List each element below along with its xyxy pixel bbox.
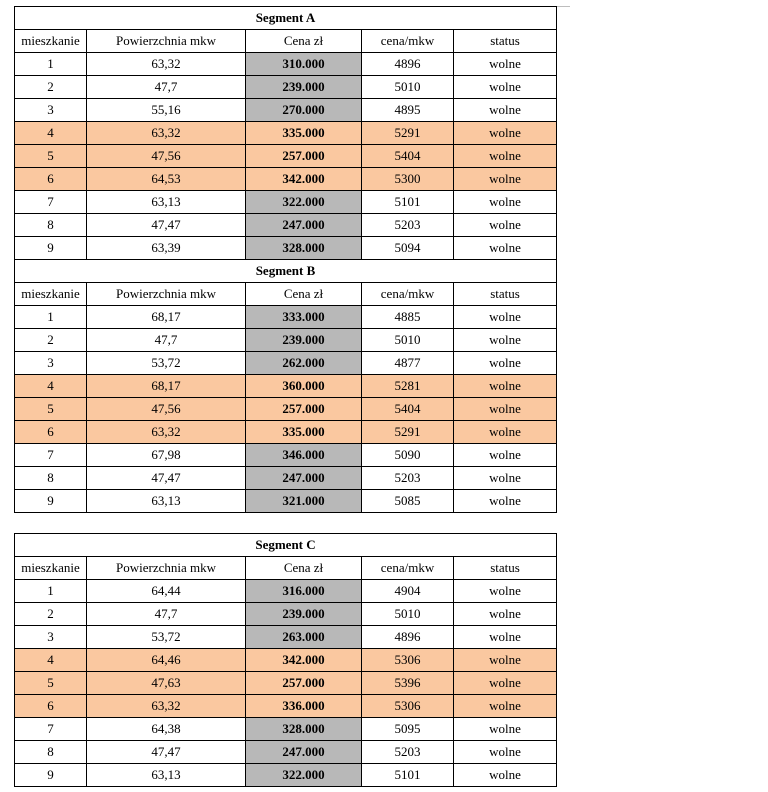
table-row xyxy=(15,145,557,168)
apartment-number: 3 xyxy=(15,626,87,649)
apartment-number: 6 xyxy=(15,168,87,191)
header-powierzchnia: Powierzchnia mkw xyxy=(87,283,246,306)
table-row xyxy=(15,76,557,99)
price-per-m2: 5010 xyxy=(362,603,454,626)
apartment-area: 63,13 xyxy=(87,764,246,787)
apartment-status: wolne xyxy=(454,53,557,76)
price-per-m2: 5291 xyxy=(362,421,454,444)
apartment-number: 1 xyxy=(15,306,87,329)
apartment-price: 257.000 xyxy=(246,398,362,421)
apartment-status: wolne xyxy=(454,99,557,122)
table-row xyxy=(15,421,557,444)
segment-title: Segment B xyxy=(15,260,557,283)
table-row xyxy=(15,672,557,695)
column-header-row xyxy=(15,30,557,53)
price-per-m2: 5095 xyxy=(362,718,454,741)
table-row xyxy=(15,398,557,421)
apartment-price: 342.000 xyxy=(246,168,362,191)
price-per-m2: 4896 xyxy=(362,626,454,649)
segment-title-row xyxy=(15,260,557,283)
price-per-m2: 5101 xyxy=(362,764,454,787)
apartment-price: 239.000 xyxy=(246,603,362,626)
apartment-number: 9 xyxy=(15,490,87,513)
apartment-status: wolne xyxy=(454,329,557,352)
apartment-status: wolne xyxy=(454,375,557,398)
apartment-status: wolne xyxy=(454,168,557,191)
apartment-area: 63,13 xyxy=(87,191,246,214)
segments-ab-table xyxy=(14,6,557,513)
apartment-status: wolne xyxy=(454,490,557,513)
price-per-m2: 4885 xyxy=(362,306,454,329)
table-row xyxy=(15,329,557,352)
price-per-m2: 5101 xyxy=(362,191,454,214)
apartment-price: 346.000 xyxy=(246,444,362,467)
price-per-m2: 5010 xyxy=(362,329,454,352)
apartment-area: 55,16 xyxy=(87,99,246,122)
table-row xyxy=(15,741,557,764)
table-row xyxy=(15,168,557,191)
apartment-status: wolne xyxy=(454,214,557,237)
apartment-area: 64,53 xyxy=(87,168,246,191)
apartment-area: 64,38 xyxy=(87,718,246,741)
table-row xyxy=(15,490,557,513)
segment-title-row xyxy=(15,534,557,557)
header-cena-mkw: cena/mkw xyxy=(362,30,454,53)
apartment-price: 263.000 xyxy=(246,626,362,649)
table-row xyxy=(15,695,557,718)
table-row xyxy=(15,375,557,398)
apartment-area: 47,56 xyxy=(87,145,246,168)
apartment-price: 328.000 xyxy=(246,237,362,260)
price-per-m2: 4895 xyxy=(362,99,454,122)
apartment-price: 322.000 xyxy=(246,191,362,214)
apartment-number: 9 xyxy=(15,237,87,260)
table-row xyxy=(15,122,557,145)
table-row xyxy=(15,191,557,214)
header-powierzchnia: Powierzchnia mkw xyxy=(87,557,246,580)
segment-title: Segment A xyxy=(15,7,557,30)
apartment-status: wolne xyxy=(454,352,557,375)
apartment-status: wolne xyxy=(454,421,557,444)
apartment-status: wolne xyxy=(454,76,557,99)
apartment-price: 247.000 xyxy=(246,214,362,237)
apartment-number: 4 xyxy=(15,375,87,398)
apartment-area: 47,7 xyxy=(87,76,246,99)
apartment-status: wolne xyxy=(454,580,557,603)
price-per-m2: 5306 xyxy=(362,649,454,672)
apartment-price: 247.000 xyxy=(246,467,362,490)
apartment-number: 8 xyxy=(15,214,87,237)
column-header-row xyxy=(15,557,557,580)
table-row xyxy=(15,53,557,76)
price-per-m2: 5090 xyxy=(362,444,454,467)
apartment-area: 53,72 xyxy=(87,352,246,375)
apartment-status: wolne xyxy=(454,306,557,329)
price-per-m2: 5094 xyxy=(362,237,454,260)
price-per-m2: 5203 xyxy=(362,467,454,490)
apartment-price: 360.000 xyxy=(246,375,362,398)
price-per-m2: 5404 xyxy=(362,145,454,168)
table-row xyxy=(15,237,557,260)
apartment-price: 321.000 xyxy=(246,490,362,513)
apartment-status: wolne xyxy=(454,191,557,214)
header-mieszkanie: mieszkanie xyxy=(15,557,87,580)
table-row xyxy=(15,580,557,603)
price-per-m2: 5396 xyxy=(362,672,454,695)
apartment-number: 6 xyxy=(15,421,87,444)
apartment-number: 4 xyxy=(15,122,87,145)
apartment-area: 63,32 xyxy=(87,122,246,145)
apartment-area: 68,17 xyxy=(87,375,246,398)
apartment-area: 64,46 xyxy=(87,649,246,672)
apartment-number: 3 xyxy=(15,99,87,122)
apartment-number: 7 xyxy=(15,444,87,467)
price-per-m2: 4904 xyxy=(362,580,454,603)
segment-c-body xyxy=(15,534,557,787)
header-cena: Cena zł xyxy=(246,557,362,580)
apartment-area: 63,32 xyxy=(87,53,246,76)
apartment-area: 47,47 xyxy=(87,214,246,237)
price-per-m2: 5306 xyxy=(362,695,454,718)
apartment-price: 322.000 xyxy=(246,764,362,787)
apartment-price: 328.000 xyxy=(246,718,362,741)
apartment-number: 8 xyxy=(15,741,87,764)
table-row xyxy=(15,603,557,626)
apartment-area: 63,32 xyxy=(87,421,246,444)
apartment-price: 316.000 xyxy=(246,580,362,603)
header-cena-mkw: cena/mkw xyxy=(362,557,454,580)
apartment-area: 47,56 xyxy=(87,398,246,421)
apartment-area: 63,32 xyxy=(87,695,246,718)
apartment-number: 3 xyxy=(15,352,87,375)
table-row xyxy=(15,764,557,787)
apartment-area: 68,17 xyxy=(87,306,246,329)
apartment-area: 64,44 xyxy=(87,580,246,603)
apartment-area: 47,47 xyxy=(87,741,246,764)
apartment-price: 336.000 xyxy=(246,695,362,718)
apartment-status: wolne xyxy=(454,122,557,145)
apartment-area: 63,13 xyxy=(87,490,246,513)
apartment-number: 2 xyxy=(15,329,87,352)
header-cena-mkw: cena/mkw xyxy=(362,283,454,306)
table-row xyxy=(15,626,557,649)
apartment-area: 53,72 xyxy=(87,626,246,649)
apartment-status: wolne xyxy=(454,672,557,695)
apartment-area: 63,39 xyxy=(87,237,246,260)
apartment-status: wolne xyxy=(454,718,557,741)
apartment-status: wolne xyxy=(454,764,557,787)
apartment-number: 5 xyxy=(15,672,87,695)
price-per-m2: 4896 xyxy=(362,53,454,76)
apartment-status: wolne xyxy=(454,237,557,260)
table-row xyxy=(15,649,557,672)
price-per-m2: 5010 xyxy=(362,76,454,99)
apartment-area: 47,63 xyxy=(87,672,246,695)
apartment-price: 270.000 xyxy=(246,99,362,122)
apartment-number: 4 xyxy=(15,649,87,672)
apartment-price: 335.000 xyxy=(246,122,362,145)
price-per-m2: 5291 xyxy=(362,122,454,145)
segment-title-row xyxy=(15,7,557,30)
apartment-number: 1 xyxy=(15,53,87,76)
header-mieszkanie: mieszkanie xyxy=(15,283,87,306)
apartment-status: wolne xyxy=(454,145,557,168)
price-per-m2: 5281 xyxy=(362,375,454,398)
apartment-price: 257.000 xyxy=(246,672,362,695)
apartment-price: 257.000 xyxy=(246,145,362,168)
segment-b-body xyxy=(15,260,557,513)
apartment-status: wolne xyxy=(454,603,557,626)
table-row xyxy=(15,99,557,122)
price-per-m2: 5300 xyxy=(362,168,454,191)
header-status: status xyxy=(454,30,557,53)
apartment-status: wolne xyxy=(454,398,557,421)
table-row xyxy=(15,718,557,741)
price-per-m2: 5404 xyxy=(362,398,454,421)
header-mieszkanie: mieszkanie xyxy=(15,30,87,53)
apartment-price: 310.000 xyxy=(246,53,362,76)
apartment-area: 47,7 xyxy=(87,603,246,626)
price-per-m2: 5085 xyxy=(362,490,454,513)
header-status: status xyxy=(454,557,557,580)
apartment-status: wolne xyxy=(454,626,557,649)
apartment-number: 7 xyxy=(15,191,87,214)
apartment-price: 239.000 xyxy=(246,329,362,352)
apartment-price: 342.000 xyxy=(246,649,362,672)
table-row xyxy=(15,467,557,490)
apartment-area: 67,98 xyxy=(87,444,246,467)
apartment-status: wolne xyxy=(454,467,557,490)
apartment-number: 2 xyxy=(15,603,87,626)
header-powierzchnia: Powierzchnia mkw xyxy=(87,30,246,53)
apartment-price: 247.000 xyxy=(246,741,362,764)
apartment-number: 6 xyxy=(15,695,87,718)
table-row xyxy=(15,444,557,467)
segment-a-body xyxy=(15,7,557,260)
apartment-status: wolne xyxy=(454,649,557,672)
column-header-row xyxy=(15,283,557,306)
header-cena: Cena zł xyxy=(246,30,362,53)
apartment-area: 47,7 xyxy=(87,329,246,352)
segment-c-table xyxy=(14,533,557,787)
apartment-number: 8 xyxy=(15,467,87,490)
apartment-status: wolne xyxy=(454,695,557,718)
price-per-m2: 4877 xyxy=(362,352,454,375)
header-status: status xyxy=(454,283,557,306)
apartment-area: 47,47 xyxy=(87,467,246,490)
price-per-m2: 5203 xyxy=(362,214,454,237)
top-edge-line xyxy=(556,6,570,7)
apartment-number: 5 xyxy=(15,398,87,421)
apartment-price: 333.000 xyxy=(246,306,362,329)
apartment-number: 9 xyxy=(15,764,87,787)
table-row xyxy=(15,352,557,375)
segment-title: Segment C xyxy=(15,534,557,557)
apartment-price: 335.000 xyxy=(246,421,362,444)
price-per-m2: 5203 xyxy=(362,741,454,764)
table-row xyxy=(15,306,557,329)
apartment-number: 1 xyxy=(15,580,87,603)
apartment-status: wolne xyxy=(454,444,557,467)
apartment-number: 2 xyxy=(15,76,87,99)
table-row xyxy=(15,214,557,237)
apartment-price: 239.000 xyxy=(246,76,362,99)
apartment-number: 7 xyxy=(15,718,87,741)
apartment-price: 262.000 xyxy=(246,352,362,375)
header-cena: Cena zł xyxy=(246,283,362,306)
apartment-status: wolne xyxy=(454,741,557,764)
apartment-number: 5 xyxy=(15,145,87,168)
